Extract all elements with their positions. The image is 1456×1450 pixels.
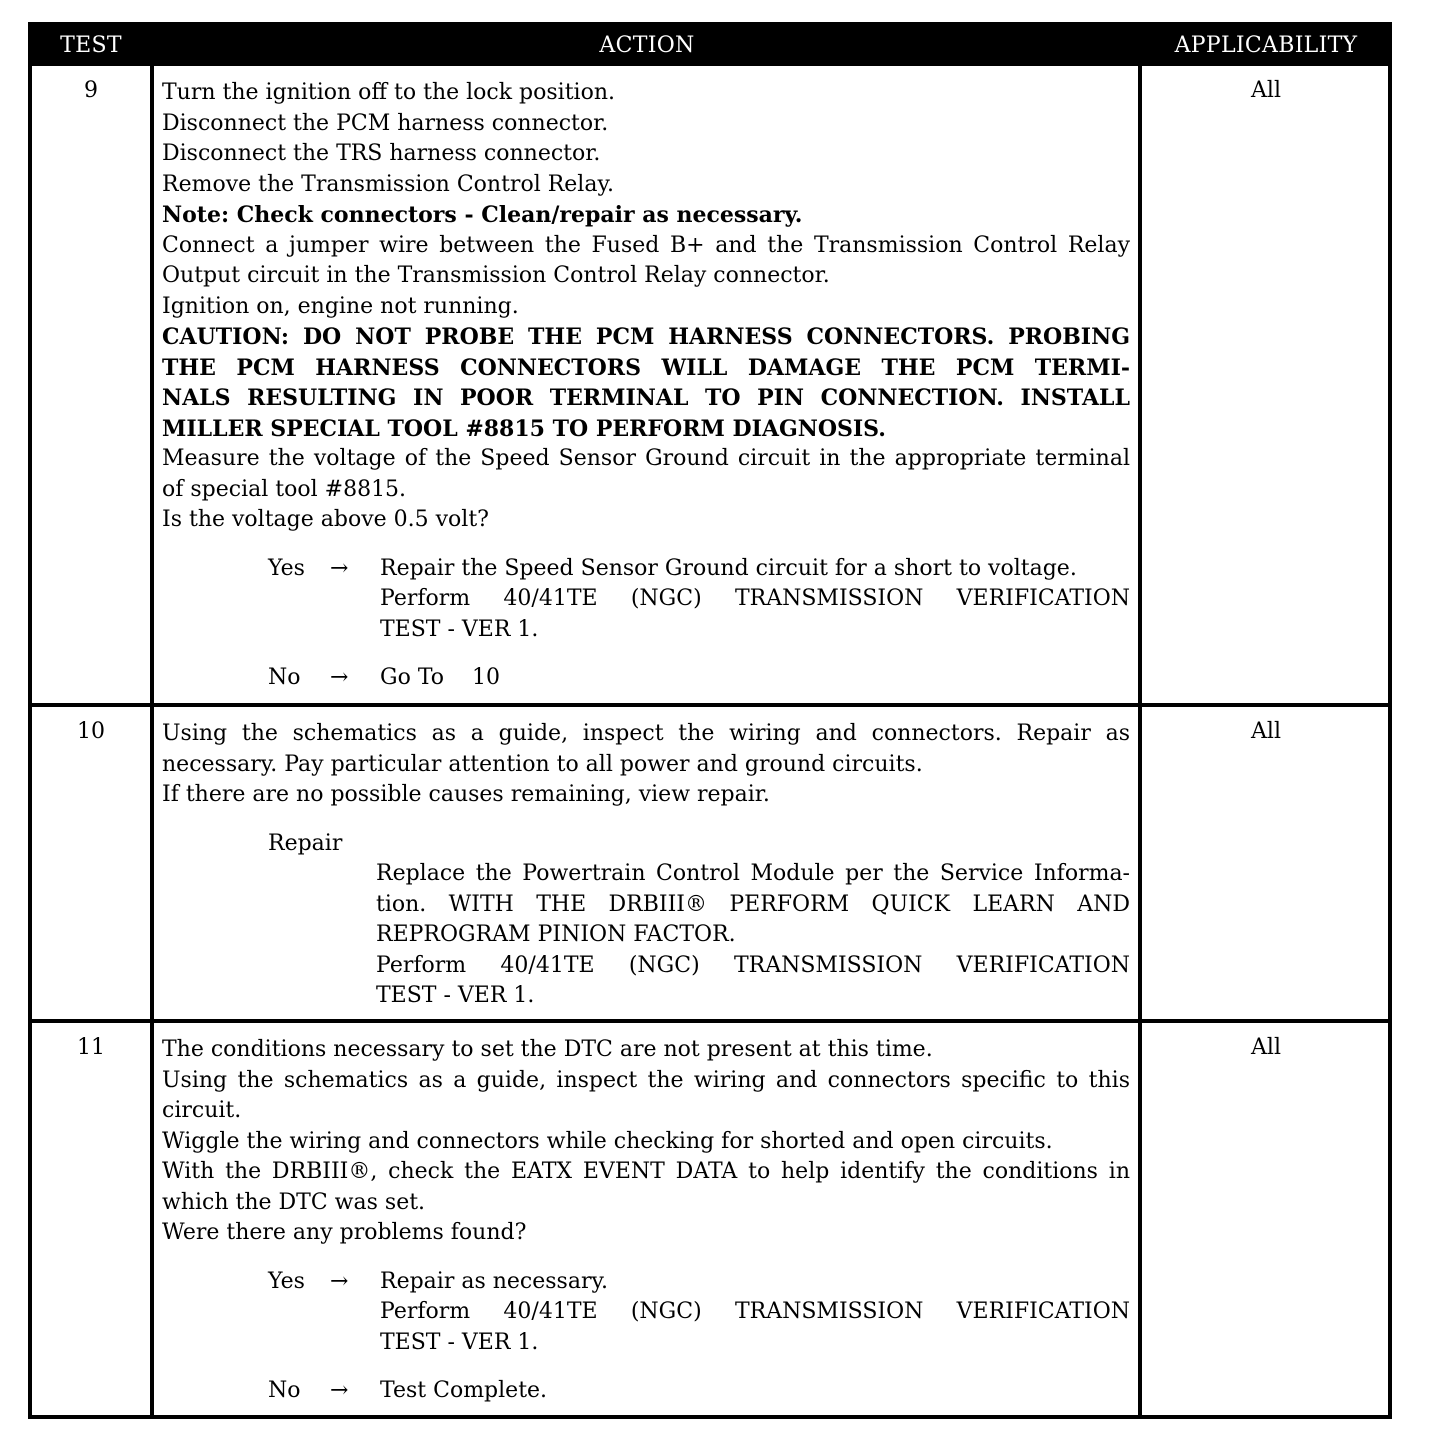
action-line: The conditions necessary to set the DTC are not present at this time. [162,1037,933,1062]
no-branch [162,663,1130,694]
yes-line: Repair as necessary. [380,1268,608,1294]
column-divider [1138,66,1142,1415]
action-text [162,719,1130,1012]
repair-line: REPROGRAM PINION FACTOR. [376,922,736,947]
applicability: All [1251,1035,1281,1060]
no-text: Test Complete. [380,1378,548,1403]
yes-line: TEST - VER 1. [380,616,539,642]
test-number: 10 [77,719,105,744]
action-line: If there are no possible causes remaining, view repair. [162,782,770,807]
action-line: Wiggle the wiring and connectors while checking for shorted and open circuits. [162,1128,1053,1154]
caution-text [162,322,1130,444]
action-line: Ignition on, engine not running. [162,293,519,319]
caution-line: THE PCM HARNESS CONNECTORS WILL DAMAGE THE PCM TERMI- [162,354,1130,381]
action-line: Output circuit in the Transmission Control Relay connector. [162,263,830,288]
action-line: Turn the ignition off to the lock position. [162,80,615,105]
header-test: TEST [60,33,122,58]
action-line: Connect a jumper wire between the Fused B+ and the Transmission Control Relay [162,232,1130,258]
column-divider [150,66,154,1415]
repair-line: Perform 40/41TE (NGC) TRANSMISSION VERIFICATION [376,952,1130,978]
action-line: Using the schematics as a guide, inspect the wiring and connectors. Repair as [162,721,1130,746]
action-line: circuit. [162,1098,242,1123]
table-header [32,26,1388,66]
yes-label: Yes [268,1268,305,1294]
action-line: Measure the voltage of the Speed Sensor Ground circuit in the appropriate terminal [162,446,1130,471]
action-line: of special tool #8815. [162,476,407,502]
repair-line: tion. WITH THE DRBIII® PERFORM QUICK LEARN AND [376,891,1130,917]
question-text: Is the voltage above 0.5 volt? [162,507,489,532]
arrow-icon: → [330,1378,349,1403]
header-action: ACTION [599,33,695,58]
action-text [162,1035,1130,1407]
diagnostic-table [28,22,1392,1419]
yes-line: Repair the Speed Sensor Ground circuit for a short to voltage. [380,555,1077,581]
header-applicability: APPLICABILITY [1174,33,1358,58]
action-line: Using the schematics as a guide, inspect the wiring and connectors specific to this [162,1067,1130,1093]
yes-line: Perform 40/41TE (NGC) TRANSMISSION VERIFICATION [380,586,1130,611]
no-label: No [268,1378,301,1403]
repair-line: Replace the Powertrain Control Module per the Service Informa- [376,861,1130,886]
repair-block [162,829,1130,1012]
caution-line: CAUTION: DO NOT PROBE THE PCM HARNESS CONNECTORS. PROBING [162,324,1130,350]
yes-line: Perform 40/41TE (NGC) TRANSMISSION VERIFICATION [380,1299,1130,1324]
arrow-icon: → [330,665,349,690]
no-text: Go To 10 [380,665,500,690]
repair-label: Repair [268,830,343,856]
test-number: 11 [77,1035,105,1060]
action-line: With the DRBIII®, check the EATX EVENT DATA to help identify the conditions in [162,1159,1130,1184]
row-divider [32,703,1388,707]
action-text [162,78,1130,694]
action-line: Disconnect the PCM harness connector. [162,110,609,136]
action-line: which the DTC was set. [162,1189,426,1215]
action-line: Remove the Transmission Control Relay. [162,171,614,197]
row-divider [32,1019,1388,1023]
yes-line: TEST - VER 1. [380,1329,539,1355]
yes-label: Yes [268,555,305,581]
test-number: 9 [84,78,98,103]
action-line: Disconnect the TRS harness connector. [162,141,601,166]
yes-branch [162,554,1130,646]
no-branch [162,1376,1130,1407]
yes-branch [162,1267,1130,1359]
caution-line: MILLER SPECIAL TOOL #8815 TO PERFORM DIAGNOSIS. [162,415,886,442]
arrow-icon: → [330,1268,349,1294]
note-text: Note: Check connectors - Clean/repair as necessary. [162,202,803,228]
applicability: All [1251,719,1281,744]
applicability: All [1251,78,1281,103]
no-label: No [268,665,301,690]
repair-line: TEST - VER 1. [376,983,535,1008]
caution-line: NALS RESULTING IN POOR TERMINAL TO PIN CONNECTION. INSTALL [162,385,1130,411]
action-line: necessary. Pay particular attention to all power and ground circuits. [162,751,923,777]
arrow-icon: → [330,555,349,581]
question-text: Were there any problems found? [162,1220,527,1245]
